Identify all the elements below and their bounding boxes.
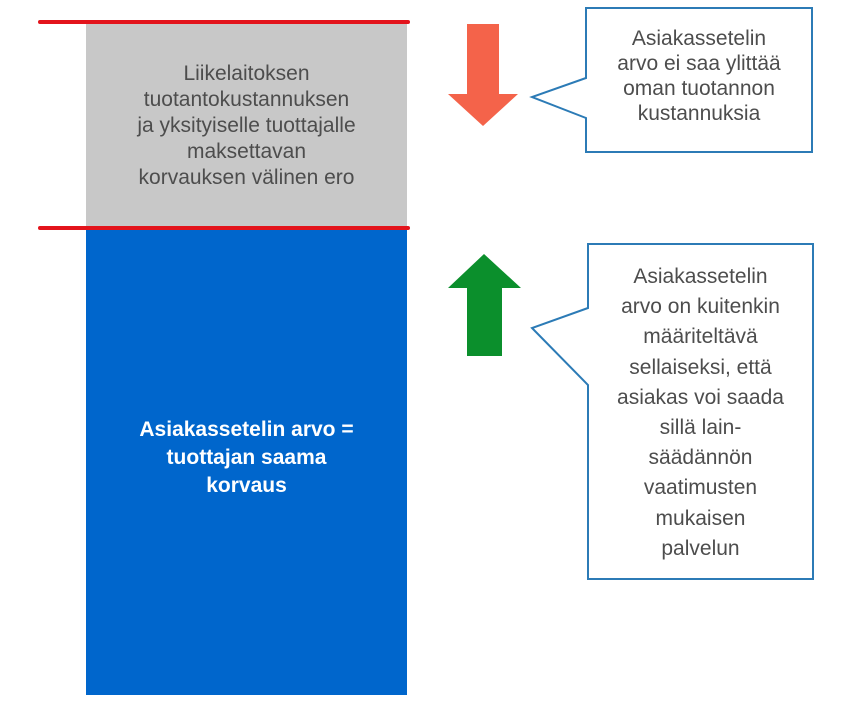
- callout-bottom-text: Asiakassetelin arvo on kuitenkin määriteltävä sellaiseksi, että asiakas voi saada sillä lain- säädännön vaatimusten mukaisen palvelun: [617, 265, 784, 560]
- callout-top-text: Asiakassetelin arvo ei saa ylittää oman tuotannon kustannuksia: [617, 27, 781, 125]
- voucher-value-label: Asiakassetelin arvo = tuottajan saama korvaus: [139, 418, 354, 497]
- arrow-up-icon: [448, 254, 521, 356]
- cost-difference-label: Liikelaitoksen tuotantokustannuksen ja yksityiselle tuottajalle maksettavan korvauksen välinen ero: [137, 62, 356, 189]
- arrow-down-icon: [448, 24, 518, 126]
